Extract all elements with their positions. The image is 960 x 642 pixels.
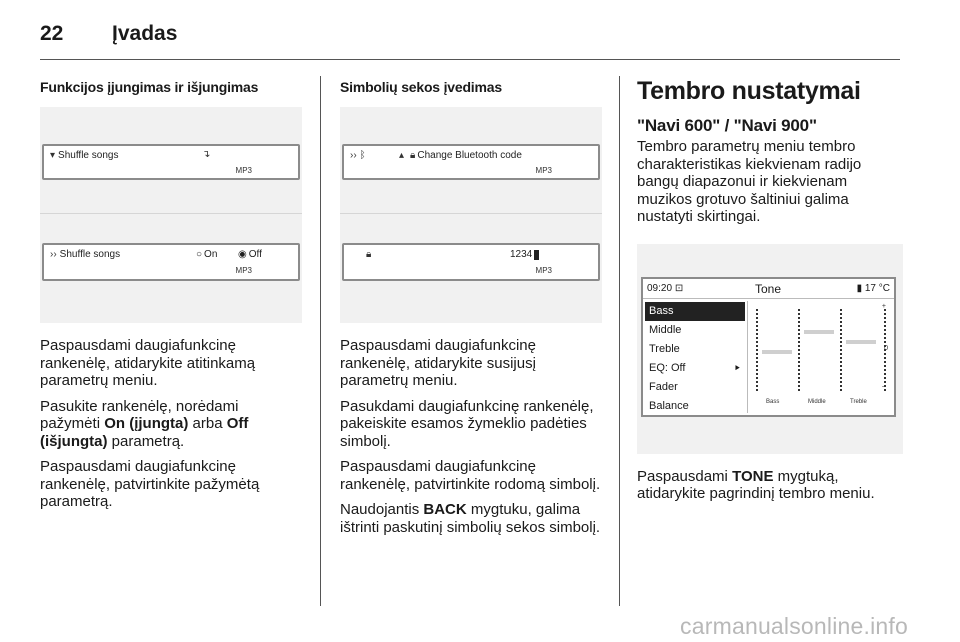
model-subtitle: "Navi 600" / "Navi 900" [637,116,817,135]
chevrons-right-icon: ›› [50,249,57,260]
display-code-entry [342,243,600,281]
graph-axis [798,309,800,391]
lock-icon: 🔒︎ [366,249,372,260]
section-title: Tembro nustatymai [637,77,861,105]
temperature: ▮ 17 °C [856,282,890,294]
radio-empty-icon: ○ [196,249,203,260]
screenshot-shuffle [40,107,302,323]
tone-menu-list [645,302,745,416]
display-shuffle-options [42,243,300,281]
tone-item-eq[interactable]: EQ: Off ⯈ [645,359,745,378]
paragraph: Paspausdami daugiafunkcinę rankenėlę, patvirtinkite rodomą simbolį. [340,458,601,493]
graph-axis [884,309,886,391]
separator [40,213,302,214]
menu-label: Change Bluetooth code [417,150,522,161]
paragraph: Paspausdami daugiafunkcinę rankenėlę, atidarykite atitinkamą parametrų meniu. [40,337,256,389]
separator [340,213,602,214]
column-divider-1 [320,76,321,606]
graph-label: Bass [766,398,780,405]
tone-item-treble[interactable]: Treble [649,342,680,355]
header-rule [40,59,900,60]
tone-item-middle[interactable]: Middle [649,323,682,336]
display-tone-menu [641,277,896,417]
graph-level-bass [762,350,792,354]
paragraph: Tembro parametrų meniu tembro charakteristikas kiekvienam radijo bangų diapazonui ir kiekvienam muzikos grotuvo šaltiniui galima nustatyti skirtingai. [637,138,862,225]
section-heading: Funkcijos įjungimas ir išjungimas [40,79,259,95]
section-heading: Simbolių sekos įvedimas [340,79,502,95]
clock: 09:20 ⊡ [647,282,684,294]
chevrons-right-icon: ›› [350,150,357,161]
bluetooth-icon: ᛒ [359,150,366,161]
source-label: MP3 [535,166,552,175]
code-value: 1234 [510,249,533,260]
chapter-title: Įvadas [112,22,178,45]
paragraph: Naudojantis BACK mygtuku, galima ištrinti paskutinį simbolių sekos simbolį. [340,501,601,536]
paragraph: Pasukite rankenėlę, norėdami pažymėti On (įjungta) arba Off (išjungta) parametrą. [40,397,249,450]
submenu-arrow-icon: ⯈ [733,362,741,373]
screenshot-bluetooth-code [340,107,602,323]
page-number: 22 [40,22,64,45]
paragraph: Paspausdami daugiafunkcinę rankenėlę, patvirtinkite pažymėtą parametrą. [40,458,260,510]
menu-label: Shuffle songs [58,150,119,161]
column-divider-2 [619,76,620,606]
option-on: ○ On [196,249,218,260]
display-shuffle-menu [42,144,300,180]
lock-icon: 🔒︎ [410,150,416,161]
cursor-block [534,250,539,260]
source-label: MP3 [235,166,252,175]
display-bluetooth-menu [342,144,600,180]
scale-zero: 0 [884,344,888,352]
paragraph: Paspausdami TONE mygtuką, atidarykite pagrindinį tembro meniu. [637,467,875,502]
graph-axis [840,309,842,391]
screen-title: Tone [755,281,782,296]
menu-label: Shuffle songs [59,249,121,260]
tone-graph [747,301,892,413]
scale-plus: + [881,302,886,310]
radio-selected-icon: ◉ [238,249,247,260]
back-icon: ⊡ [674,282,684,294]
arrow-down-icon: ▾ [50,150,56,161]
column-character-input [340,79,602,544]
scale-minus: – [882,382,886,390]
tone-item-fader[interactable]: Fader [649,380,678,393]
paragraph: Pasukdami daugiafunkcinę rankenėlę, pakeiskite esamos žymeklio padėties simbolį. [340,397,594,450]
status-bar [643,279,894,299]
graph-level-middle [804,330,834,334]
column-tone-settings [637,77,903,511]
column-function-toggle [40,79,302,519]
option-off: ◉ Off [238,249,262,260]
screenshot-tone [637,244,903,454]
graph-axis [756,309,758,391]
paragraph: Paspausdami daugiafunkcinę rankenėlę, atidarykite susijusį parametrų meniu. [340,337,536,389]
tone-item-bass[interactable]: Bass [645,302,745,321]
watermark: carmanualsonline.info [680,613,908,639]
graph-level-treble [846,340,876,344]
source-label: MP3 [235,266,252,275]
arrow-up-icon: ▴ [399,150,405,161]
source-label: MP3 [535,266,552,275]
shuffle-icon: ↴ [202,149,211,160]
graph-label: Middle [808,398,826,405]
graph-label: Treble [850,398,867,405]
phone-icon: ▮ [856,282,863,294]
tone-item-balance[interactable]: Balance [649,399,689,412]
